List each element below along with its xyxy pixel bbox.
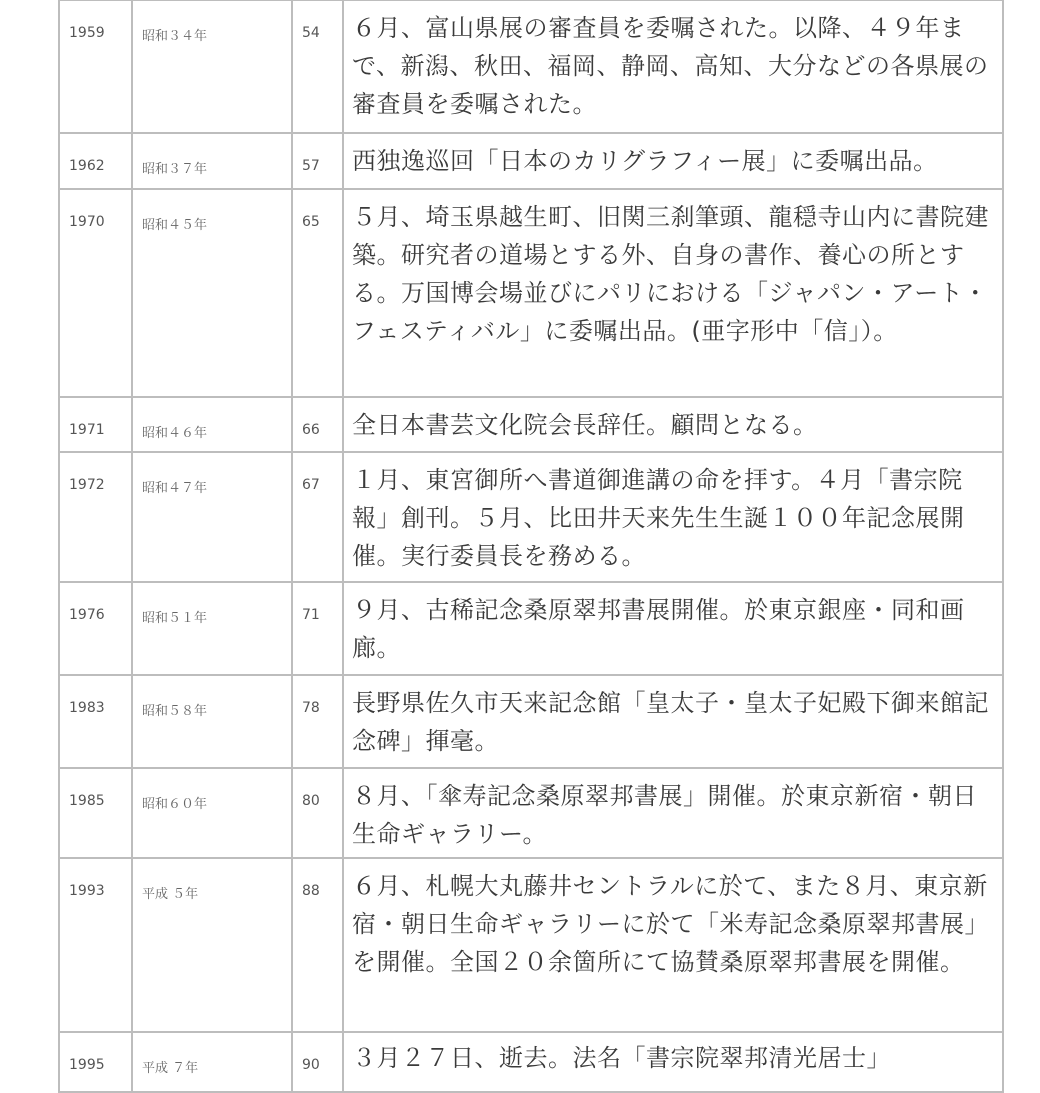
- era-cell: 昭和３４年: [132, 0, 292, 133]
- table-row: [59, 133, 1003, 189]
- age-cell: 65: [292, 189, 343, 397]
- age-cell: 80: [292, 768, 343, 858]
- era-cell: 昭和６０年: [132, 768, 292, 858]
- table-row: [59, 582, 1003, 675]
- era-cell: 昭和４７年: [132, 452, 292, 582]
- era-cell: 昭和４５年: [132, 189, 292, 397]
- table-row: [59, 768, 1003, 858]
- event-cell: 西独逸巡回「日本のカリグラフィー展」に委嘱出品。: [343, 133, 1003, 189]
- age-cell: 57: [292, 133, 343, 189]
- age-cell: 90: [292, 1032, 343, 1092]
- table-row: [59, 397, 1003, 452]
- year-cell: 1993: [59, 858, 132, 1032]
- age-cell: 78: [292, 675, 343, 768]
- era-cell: 昭和５１年: [132, 582, 292, 675]
- year-cell: 1970: [59, 189, 132, 397]
- table-row: [59, 858, 1003, 1032]
- age-cell: 88: [292, 858, 343, 1032]
- year-cell: 1972: [59, 452, 132, 582]
- table-row: [59, 452, 1003, 582]
- year-cell: 1959: [59, 0, 132, 133]
- event-cell: ６月、札幌大丸藤井セントラルに於て、また８月、東京新宿・朝日生命ギャラリーに於て「米寿記念桑原翠邦書展」を開催。全国２０余箇所にて協賛桑原翠邦書展を開催。: [343, 858, 1003, 1032]
- era-cell: 平成 ７年: [132, 1032, 292, 1092]
- age-cell: 54: [292, 0, 343, 133]
- event-cell: ６月、富山県展の審査員を委嘱された。以降、４９年まで、新潟、秋田、福岡、静岡、高知、大分などの各県展の審査員を委嘱された。: [343, 0, 1003, 133]
- event-cell: １月、東宮御所へ書道御進講の命を拝す。４月「書宗院報」創刊。５月、比田井天来先生生誕１００年記念展開催。実行委員長を務める。: [343, 452, 1003, 582]
- table-row: [59, 1032, 1003, 1092]
- era-cell: 昭和５８年: [132, 675, 292, 768]
- table-row: [59, 189, 1003, 397]
- event-cell: ８月、「傘寿記念桑原翠邦書展」開催。於東京新宿・朝日生命ギャラリー。: [343, 768, 1003, 858]
- table-row: [59, 0, 1003, 133]
- era-cell: 昭和３７年: [132, 133, 292, 189]
- year-cell: 1976: [59, 582, 132, 675]
- event-cell: ５月、埼玉県越生町、旧関三刹筆頭、龍穏寺山内に書院建築。研究者の道場とする外、自身の書作、養心の所とする。万国博会場並びにパリにおける「ジャパン・アート・フェスティバル」に委嘱出品。(亜字形中「信」）。: [343, 189, 1003, 397]
- year-cell: 1962: [59, 133, 132, 189]
- event-cell: 長野県佐久市天来記念館「皇太子・皇太子妃殿下御来館記念碑」揮毫。: [343, 675, 1003, 768]
- year-cell: 1971: [59, 397, 132, 452]
- age-cell: 67: [292, 452, 343, 582]
- year-cell: 1985: [59, 768, 132, 858]
- era-cell: 昭和４６年: [132, 397, 292, 452]
- chronology-table: [58, 0, 1004, 1093]
- table-row: [59, 675, 1003, 768]
- age-cell: 66: [292, 397, 343, 452]
- year-cell: 1983: [59, 675, 132, 768]
- era-cell: 平成 ５年: [132, 858, 292, 1032]
- event-cell: ３月２７日、逝去。法名「書宗院翠邦清光居士」: [343, 1032, 1003, 1092]
- event-cell: 全日本書芸文化院会長辞任。顧問となる。: [343, 397, 1003, 452]
- event-cell: ９月、古稀記念桑原翠邦書展開催。於東京銀座・同和画廊。: [343, 582, 1003, 675]
- year-cell: 1995: [59, 1032, 132, 1092]
- age-cell: 71: [292, 582, 343, 675]
